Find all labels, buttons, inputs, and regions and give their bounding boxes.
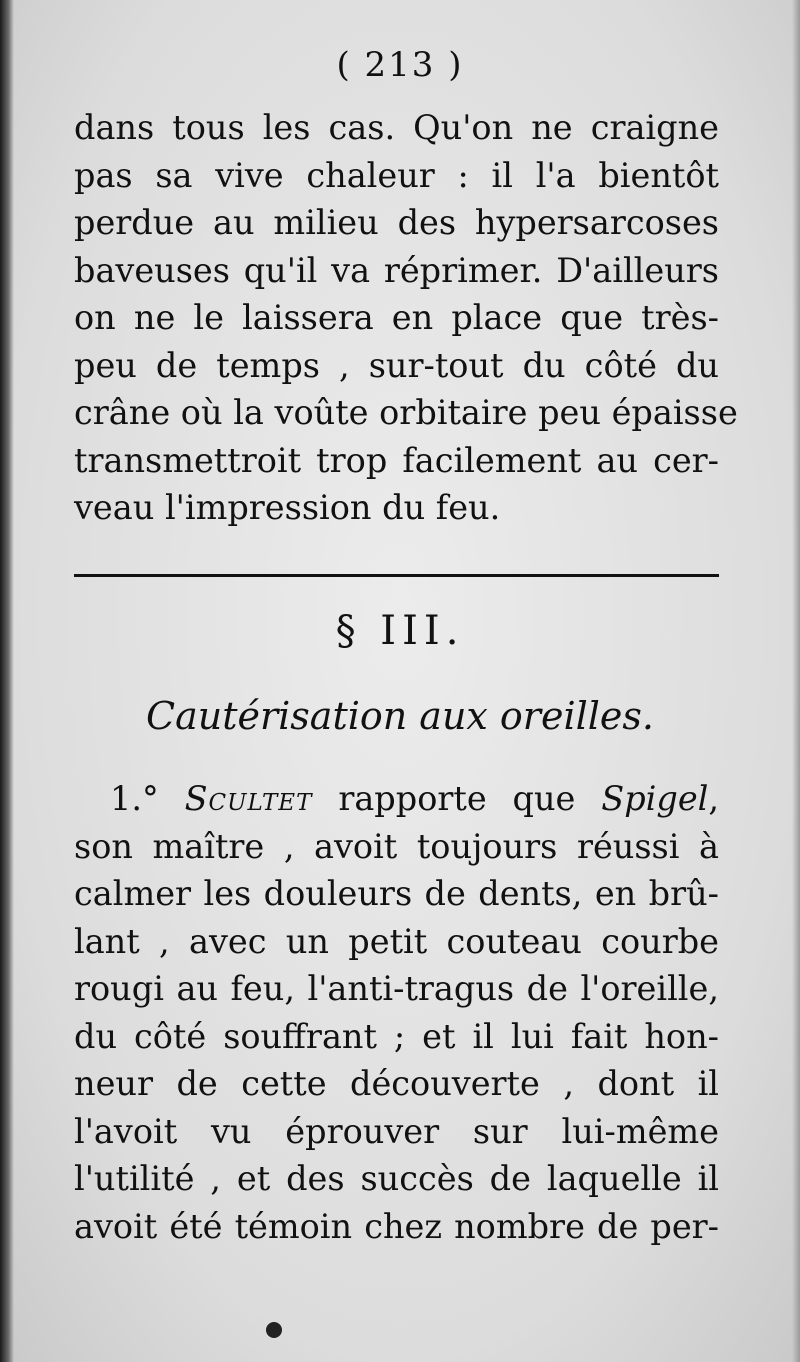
text-line: avoit été témoin chez nombre de per- bbox=[74, 1206, 719, 1246]
text-line: pas sa vive chaleur : il l'a bientôt bbox=[74, 155, 719, 195]
text-line: l'avoit vu éprouver sur lui-même bbox=[74, 1111, 719, 1151]
cited-name: Spigel bbox=[601, 779, 709, 818]
section-divider bbox=[74, 574, 719, 577]
text-line: veau l'impression du feu. bbox=[74, 488, 501, 527]
page-number: ( 213 ) bbox=[336, 45, 464, 85]
text-fragment: rapporte que bbox=[338, 779, 576, 818]
paragraph-2 bbox=[74, 775, 719, 1250]
section-number: § III. bbox=[335, 608, 465, 654]
text-line-first bbox=[74, 775, 719, 823]
text-line: peu de temps , sur-tout du côté du bbox=[74, 345, 719, 385]
text-line: dans tous les cas. Qu'on ne craigne bbox=[74, 108, 719, 147]
text-line: on ne le laissera en place que très- bbox=[74, 298, 719, 337]
text-line: neur de cette découverte , dont il bbox=[74, 1064, 719, 1103]
text-line: rougi au feu, l'anti-tragus de l'oreille, bbox=[74, 969, 719, 1008]
ink-spot bbox=[266, 1322, 282, 1338]
author-name: Scultet bbox=[184, 779, 313, 818]
text-line: baveuses qu'il va réprimer. D'ailleurs bbox=[74, 250, 719, 290]
paragraph-numeral: 1.° bbox=[110, 779, 159, 818]
text-line: crâne où la voûte orbitaire peu épaisse bbox=[74, 393, 738, 432]
page-edge bbox=[792, 0, 800, 1362]
text-line: l'utilité , et des succès de laquelle il bbox=[74, 1159, 719, 1198]
text-fragment: , bbox=[708, 779, 720, 818]
text-line: du côté souffrant ; et il lui fait hon- bbox=[74, 1016, 719, 1056]
paragraph-1 bbox=[74, 104, 738, 532]
text-line: transmettroit trop facilement au cer- bbox=[74, 440, 719, 480]
section-title: Cautérisation aux oreilles. bbox=[146, 694, 654, 738]
binding-shadow bbox=[0, 0, 14, 1362]
text-line: perdue au milieu des hypersarcoses bbox=[74, 203, 719, 242]
text-line: son maître , avoit toujours réussi à bbox=[74, 826, 719, 866]
text-line: lant , avec un petit couteau courbe bbox=[74, 921, 719, 961]
text-line: calmer les douleurs de dents, en brû- bbox=[74, 874, 719, 913]
